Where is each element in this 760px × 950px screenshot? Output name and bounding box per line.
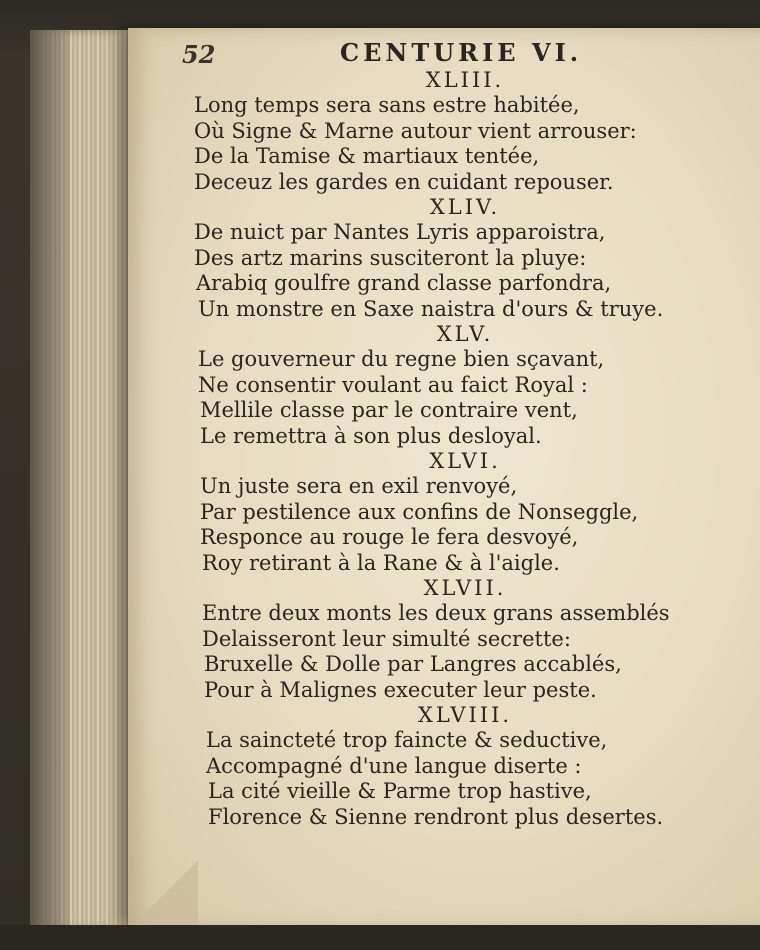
verse-line: De nuict par Nantes Lyris apparoistra, <box>194 220 606 244</box>
verse-line: Florence & Sienne rendront plus desertes. <box>208 804 664 829</box>
verse-line: Pour à Malignes executer leur peste. <box>204 677 597 702</box>
verse-line: Un juste sera en exil renvoyé, <box>200 474 518 498</box>
verse-line: Delaisseront leur simulté secrette: <box>202 626 571 651</box>
quatrain-number: XLVI. <box>429 449 501 473</box>
verse-line: Long temps sera sans estre habitée, <box>194 93 580 117</box>
quatrain <box>190 322 750 449</box>
verse-line: Bruxelle & Dolle par Langres accablés, <box>204 652 622 676</box>
verse-line: Deceuz les gardes en cuidant repouser. <box>194 169 614 194</box>
quatrain-number: XLIII. <box>425 68 505 92</box>
verse-line: Arabiq goulfre grand classe parfondra, <box>196 271 612 295</box>
bottom-shadow <box>0 925 760 950</box>
quatrain <box>190 449 750 576</box>
page-edges-shadow <box>30 30 70 930</box>
verse-line: Accompagné d'une langue diserte : <box>206 753 582 778</box>
quatrain-number: XLVII. <box>423 576 507 600</box>
quatrain-number: XLIV. <box>429 195 501 219</box>
text-block <box>182 38 750 830</box>
verse-line: La cité vieille & Parme trop hastive, <box>208 779 592 803</box>
verse-line: Roy retirant à la Rane & à l'aigle. <box>202 550 560 575</box>
verse-line: Le remettra à son plus desloyal. <box>200 423 542 448</box>
quatrain <box>190 576 750 703</box>
page-number: 52 <box>182 40 216 69</box>
verse-line: Des artz marins susciteront la pluye: <box>194 245 587 270</box>
verse-line: La saincteté trop faincte & seductive, <box>206 728 608 752</box>
verse-line: Par pestilence aux confins de Nonseggle, <box>200 499 639 524</box>
verse-line: De la Tamise & martiaux tentée, <box>194 144 540 168</box>
quatrain <box>190 703 750 830</box>
page-corner-fold <box>128 860 198 930</box>
verse-line: Un monstre en Saxe naistra d'ours & truye. <box>198 296 664 321</box>
verse-line: Où Signe & Marne autour vient arrouser: <box>194 118 637 143</box>
verse-line: Mellile classe par le contraire vent, <box>200 398 578 422</box>
running-head: CENTURIE VI. <box>340 38 583 67</box>
page-header <box>182 38 750 69</box>
verse-line: Le gouverneur du regne bien sçavant, <box>198 347 605 371</box>
quatrain <box>190 195 750 322</box>
verse-line: Responce au rouge le fera desvoyé, <box>200 525 579 549</box>
quatrain-number: XLVIII. <box>417 703 513 727</box>
verse-line: Entre deux monts les deux grans assemblés <box>202 601 670 625</box>
quatrain <box>190 68 750 195</box>
quatrain-number: XLV. <box>436 322 494 346</box>
verse-line: Ne consentir voulant au faict Royal : <box>198 372 588 397</box>
